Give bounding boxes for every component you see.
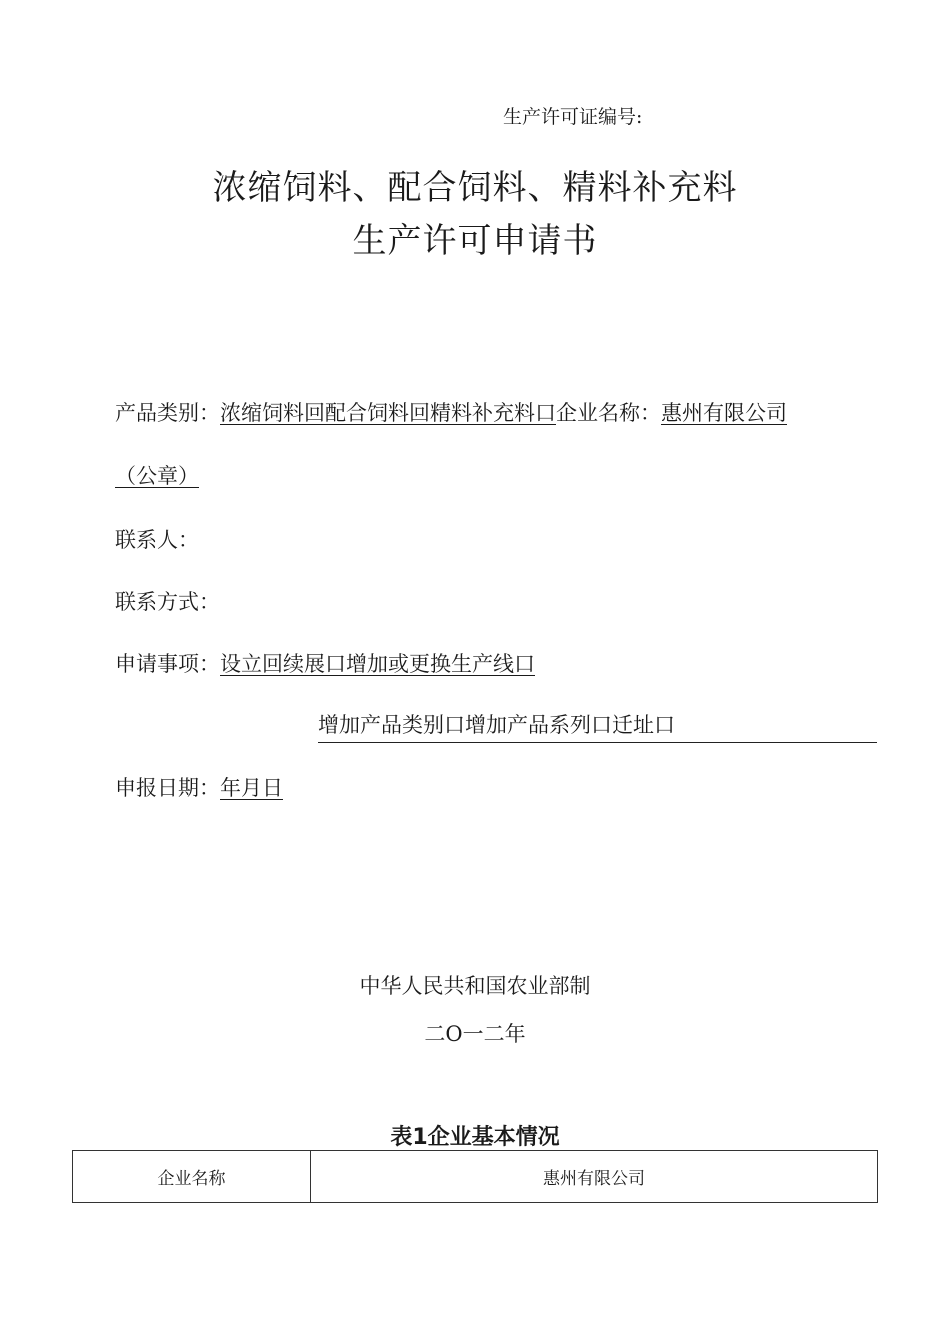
application-items-row bbox=[115, 648, 535, 678]
table-title: 表1企业基本情况 bbox=[390, 1125, 560, 1150]
underline-divider bbox=[318, 742, 877, 743]
application-items-line-1: 设立回续展口增加或更换生产线口 bbox=[220, 652, 535, 676]
seal-text: （公章） bbox=[115, 464, 199, 488]
application-items-line-2: 增加产品类别口增加产品系列口迁址口 bbox=[318, 713, 675, 737]
product-category-row bbox=[115, 397, 787, 427]
product-category-value: 浓缩饲料回配合饲料回精料补充料口 bbox=[220, 401, 556, 425]
seal-row bbox=[115, 460, 199, 490]
license-number-label: 生产许可证编号: bbox=[503, 106, 643, 128]
company-info-table bbox=[72, 1150, 878, 1203]
report-date-value: 年月日 bbox=[220, 776, 283, 800]
product-category-label: 产品类别： bbox=[115, 401, 220, 425]
company-name-label: 企业名称： bbox=[556, 401, 661, 425]
contact-method-label: 联系方式： bbox=[115, 590, 220, 614]
contact-person-label: 联系人： bbox=[115, 528, 199, 552]
year-text: 二O一二年 bbox=[424, 1022, 526, 1046]
document-title-line-1: 浓缩饲料、配合饲料、精料补充料 bbox=[212, 168, 738, 208]
table-cell-value: 惠州有限公司 bbox=[543, 1169, 645, 1189]
application-items-label: 申请事项： bbox=[115, 652, 220, 676]
company-name-value: 惠州有限公司 bbox=[661, 401, 787, 425]
issuer-text: 中华人民共和国农业部制 bbox=[359, 974, 591, 998]
document-title-line-2: 生产许可申请书 bbox=[352, 221, 598, 261]
report-date-row bbox=[115, 772, 283, 802]
report-date-label: 申报日期： bbox=[115, 776, 220, 800]
table-cell-label: 企业名称 bbox=[73, 1151, 311, 1202]
